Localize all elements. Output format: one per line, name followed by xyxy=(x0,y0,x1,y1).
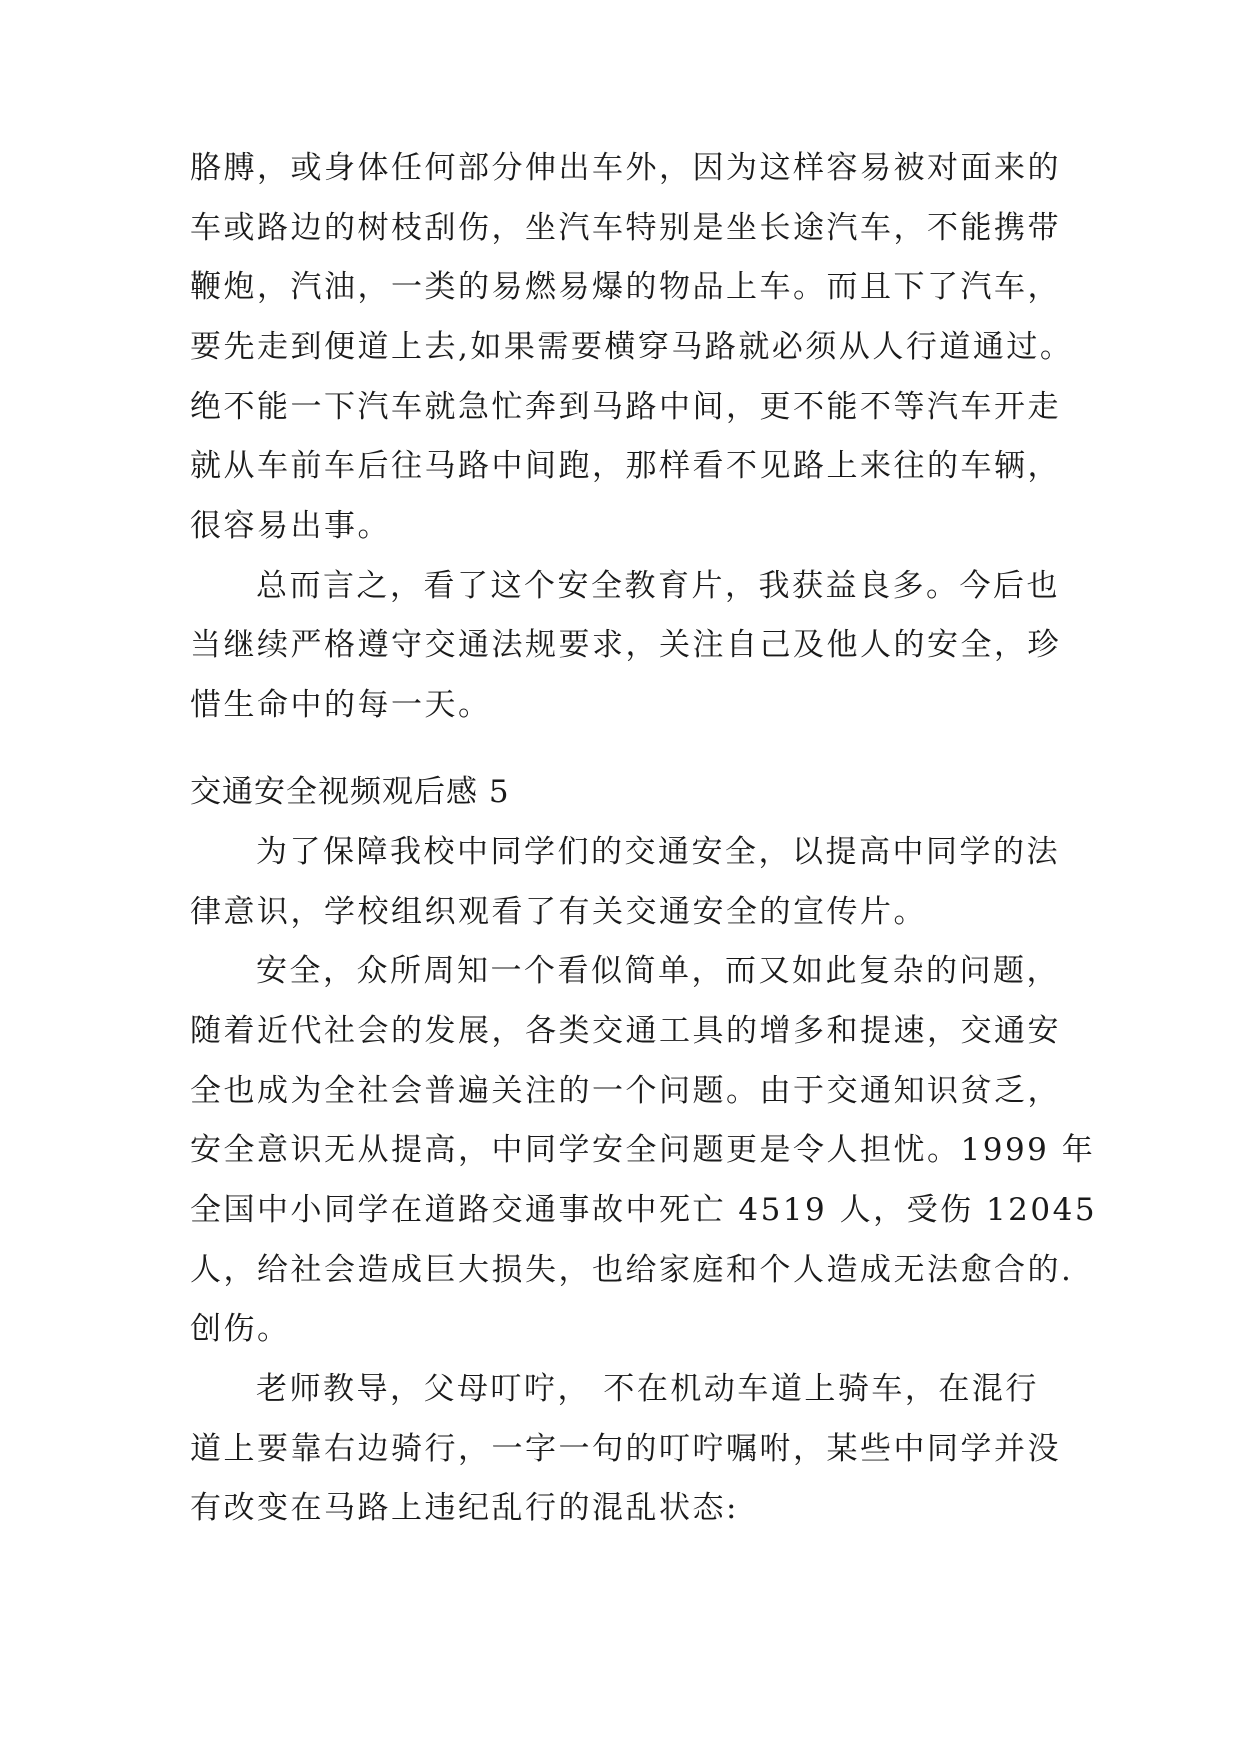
paragraph-first-line: 为了保障我校中同学们的交通安全，以提高中同学的法 xyxy=(256,834,1060,870)
text-line: 创伤。 xyxy=(190,1311,291,1347)
text-line: 道上要靠右边骑行，一字一句的叮咛嘱咐，某些中同学并没 xyxy=(190,1431,1061,1467)
text-line: 鞭炮，汽油，一类的易燃易爆的物品上车。而且下了汽车， xyxy=(190,269,1061,305)
text-line: 胳膊，或身体任何部分伸出车外，因为这样容易被对面来的 xyxy=(190,150,1061,186)
text-line: 车或路边的树枝刮伤，坐汽车特别是坐长途汽车，不能携带 xyxy=(190,210,1061,246)
text-line: 惜生命中的每一天。 xyxy=(190,687,492,723)
section-heading: 交通安全视频观后感 5 xyxy=(190,774,510,810)
text-line: 有改变在马路上违纪乱行的混乱状态: xyxy=(190,1490,739,1526)
text-line: 律意识，学校组织观看了有关交通安全的宣传片。 xyxy=(190,894,927,930)
paragraph-first-line: 老师教导，父母叮咛， 不在机动车道上骑车，在混行 xyxy=(256,1371,1039,1407)
text-line: 人，给社会造成巨大损失，也给家庭和个人造成无法愈合的. xyxy=(190,1252,1074,1288)
text-line: 很容易出事。 xyxy=(190,508,391,544)
text-line: 当继续严格遵守交通法规要求，关注自己及他人的安全，珍 xyxy=(190,627,1061,663)
text-line: 要先走到便道上去,如果需要横穿马路就必须从人行道通过。 xyxy=(190,329,1074,365)
text-line: 全国中小同学在道路交通事故中死亡 4519 人，受伤 12045 xyxy=(190,1192,1098,1228)
paragraph-first-line: 安全，众所周知一个看似简单，而又如此复杂的问题， xyxy=(256,953,1060,989)
paragraph-first-line: 总而言之，看了这个安全教育片，我获益良多。今后也 xyxy=(256,568,1060,604)
text-line: 安全意识无从提高，中同学安全问题更是令人担忧。1999 年 xyxy=(190,1132,1096,1168)
text-line: 就从车前车后往马路中间跑，那样看不见路上来往的车辆， xyxy=(190,448,1061,484)
text-line: 全也成为全社会普遍关注的一个问题。由于交通知识贫乏， xyxy=(190,1073,1061,1109)
text-line: 绝不能一下汽车就急忙奔到马路中间，更不能不等汽车开走 xyxy=(190,389,1061,425)
text-line: 随着近代社会的发展，各类交通工具的增多和提速，交通安 xyxy=(190,1013,1061,1049)
